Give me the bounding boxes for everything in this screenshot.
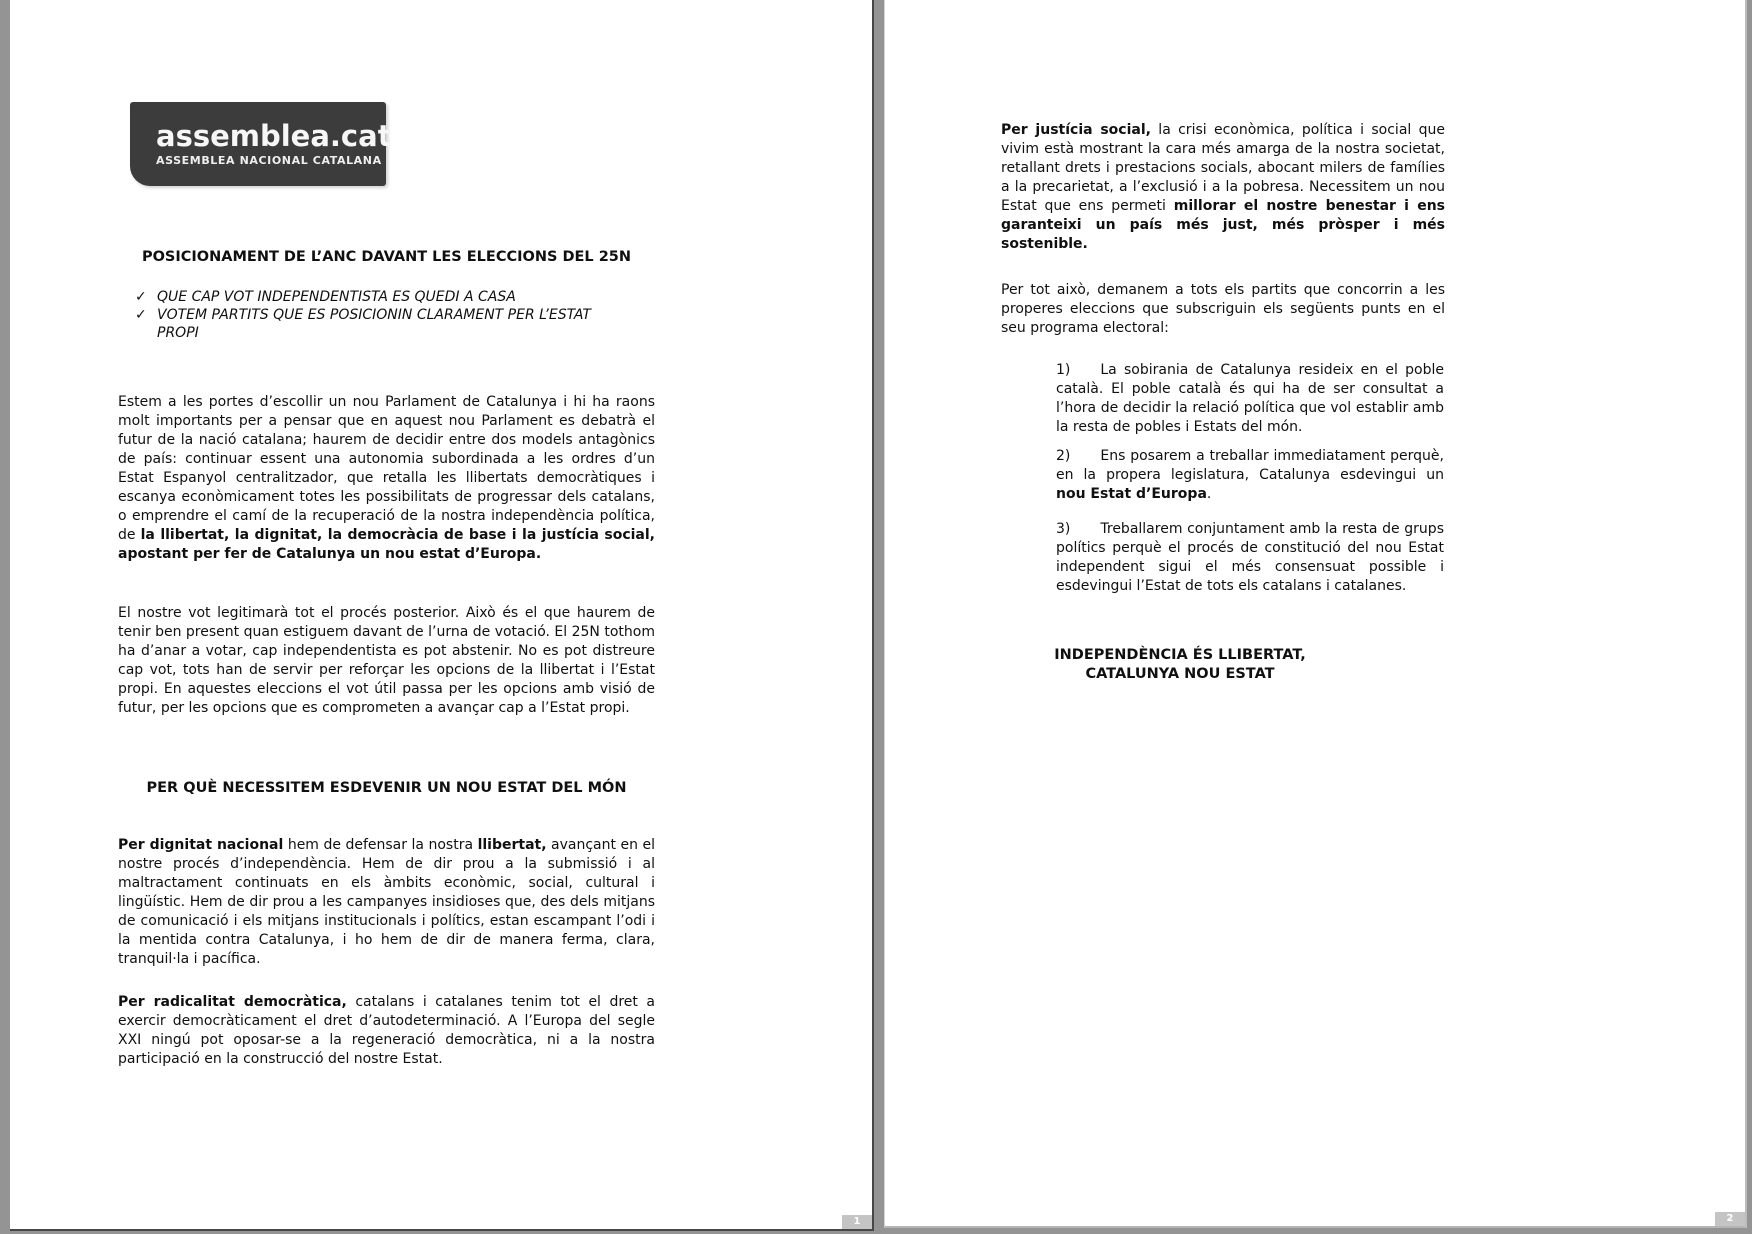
closing-line-2: CATALUNYA NOU ESTAT [1085,666,1275,682]
numbered-item [1056,361,1444,437]
item-number: 2) [1056,448,1071,464]
bullet-item [135,306,635,342]
page-2 [884,0,1747,1228]
paragraph-dignitat: Per dignitat nacional hem de defensar la nostra llibertat, avançant en el nostre procés d’independència. Hem de dir prou a la submissió i al maltractament continuats en els àmbits econòmic, social, cultural i lingüístic. Hem de dir prou a les campanyes insidioses que, des dels mitjans de comunicació i els mitjans institucionals i polítics, estan escampant l’odi i la mentida contra Catalunya, i ho hem de dir de manera ferma, clara, tranquil·la i pacífica. [118,837,655,967]
item-text: La sobirania de Catalunya resideix en el poble català. El poble català és qui ha de ser consultat a l’hora de decidir la relació política que vol establir amb la resta de pobles i Estats del món. [1056,362,1444,435]
closing-heading [885,646,1475,684]
check-icon: ✓ [135,307,147,323]
paragraph-intro: Estem a les portes d’escollir un nou Parlament de Catalunya i hi ha raons molt importants per a pensar que en aquest nou Parlament es debatrà el futur de la nació catalana; haurem de decidir entre dos models antagònics de país: continuar essent una autonomia subordinada a les ordres d’un Estat Espanyol centralitzador, que retalla les llibertats democràtiques i escanya econòmicament totes les possibilitats de progressar dels catalans, o emprendre el camí de la recuperació de la nostra independència política, de la llibertat, la dignitat, la democràcia de base i la justícia social, apostant per fer de Catalunya un nou estat d’Europa. [118,394,655,562]
anc-logo [130,102,392,186]
page-number-badge: 1 [842,1215,872,1229]
item-number: 1) [1056,362,1071,378]
logo-title: assemblea.cat [156,119,392,153]
paragraph-vote: El nostre vot legitimarà tot el procés posterior. Això és el que haurem de tenir ben present quan estiguem davant de l’urna de votació. El 25N tothom ha d’anar a votar, cap independentista es pot abstenir. No es pot distreure cap vot, tots han de servir per reforçar les opcions de la llibertat i l’Estat propi. En aquestes eleccions el vot útil passa per les opcions amb visió de futur, per les opcions que es comprometen a avançar cap a l’Estat propi. [118,605,655,716]
page-number-badge: 2 [1715,1212,1745,1226]
paragraph-demanda: Per tot això, demanem a tots els partits que concorrin a les properes eleccions que subscriguin els següents punts en el seu programa electoral: [1001,282,1445,336]
bullet-list [135,288,635,342]
item-text: Ens posarem a treballar immediatament perquè, en la propera legislatura, Catalunya esdevingui un nou Estat d’Europa. [1056,448,1444,502]
closing-line-1: INDEPENDÈNCIA ÉS LLIBERTAT, [1054,647,1306,663]
paragraph-justicia: Per justícia social, la crisi econòmica, política i social que vivim està mostrant la cara més amarga de la nostra societat, retallant drets i prestacions socials, abocant milers de famílies a la precarietat, a l’exclusió i a la pobresa. Necessitem un nou Estat que ens permeti millorar el nostre benestar i ens garanteixi un país més just, més pròsper i més sostenible. [1001,122,1446,252]
document-title: POSICIONAMENT DE L’ANC DAVANT LES ELECCIONS DEL 25N [141,249,632,265]
bullet-item [135,288,635,306]
item-number: 3) [1056,521,1071,537]
section-heading: PER QUÈ NECESSITEM ESDEVENIR UN NOU ESTAT DEL MÓN [146,780,627,796]
numbered-item [1056,447,1444,504]
bullet-text: QUE CAP VOT INDEPENDENTISTA ES QUEDI A CASA [157,289,516,305]
numbered-item [1056,520,1444,596]
bullet-text: VOTEM PARTITS QUE ES POSICIONIN CLARAMENT PER L’ESTAT PROPI [157,307,591,341]
paragraph-radicalitat: Per radicalitat democràtica, catalans i catalanes tenim tot el dret a exercir democràticament el dret d’autodeterminació. A l’Europa del segle XXI ningú pot oposar-se a la regeneració democràtica, ni a la nostra participació en la construcció del nostre Estat. [118,994,655,1067]
item-text: Treballarem conjuntament amb la resta de grups polítics perquè el procés de constitució del nou Estat independent sigui el més consensuat possible i esdevingui l’Estat de tots els catalans i catalanes. [1056,521,1444,594]
check-icon: ✓ [135,289,147,305]
page-1 [10,0,874,1231]
logo-subtitle: ASSEMBLEA NACIONAL CATALANA [156,154,382,167]
